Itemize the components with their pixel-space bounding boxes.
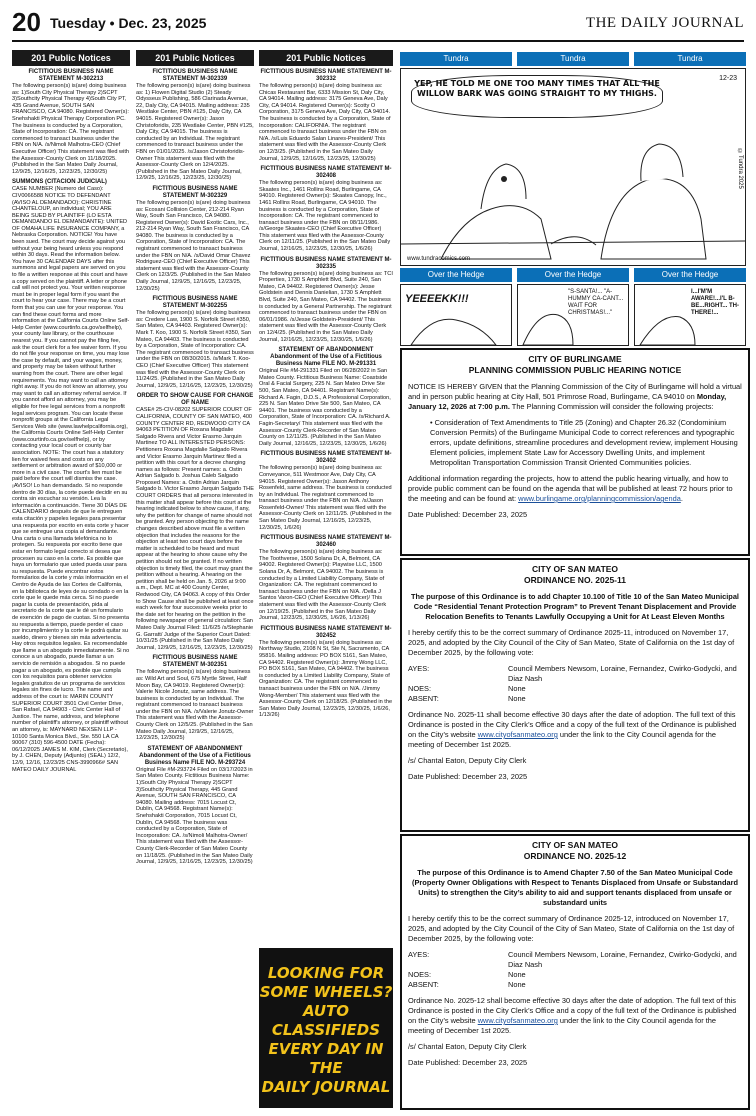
- hedge-panel-2: [517, 284, 629, 346]
- ordinance-certify: I hereby certify this to be the correct summary of Ordinance 2025-11, introduced on November 17, 2025, and adopted by the City Council of the City of San Mateo, State of California on the 1st day of December 2025, by the following vote:: [408, 628, 735, 657]
- masthead: [12, 6, 744, 42]
- hedge-drawing: [518, 285, 628, 345]
- notice: [259, 451, 393, 531]
- notice: [259, 257, 393, 344]
- notice: [136, 655, 254, 742]
- paper-name: THE DAILY JOURNAL: [585, 15, 744, 31]
- comic-tab: Tundra: [634, 52, 746, 66]
- page-date: Tuesday • Dec. 23, 2025: [50, 15, 207, 31]
- hedge-panel-3: [634, 284, 746, 346]
- ad-line: AUTO CLASSIFIEDS: [271, 1002, 381, 1039]
- notices-column-3: [259, 50, 393, 943]
- notice-title: FICTITIOUS BUSINESS NAME STATEMENT M-302255: [152, 296, 238, 310]
- auto-classifieds-ad: [259, 948, 393, 1108]
- comic-url: www.tundracomics.com: [407, 256, 471, 262]
- notice-title: ORDER TO SHOW CAUSE FOR CHANGE OF NAME: [136, 393, 254, 407]
- vote-table: AYES: Council Members Newsom, Loraine, Fernandez, Cwirko-Godycki, and Diaz Nash NOES: None ABSENT: None: [408, 950, 737, 989]
- project-bullet: • Consideration of Text Amendments to Title 25 (Zoning) and Chapter 26.32 (Condominium Conversion Permits) of the Burlingame Municipal Code to correct references and typographic errors, update definitions, streamline procedures and development review, implement Housing Element policies, implement State Law for Accessory Dwelling Units, and implement Metropolitan Transportation Commission Transit Oriented Communities policies.: [430, 418, 738, 467]
- notice-title: FICTITIOUS BUSINESS NAME STATEMENT M-302213: [28, 69, 114, 82]
- comic-tab: Over the Hedge: [634, 268, 746, 282]
- panel-text: I...I'M'M AWARE!...I'L B-BE...RIGHT... TH-THERE!...: [691, 289, 739, 316]
- vote-table: AYES: Council Members Newsom, Loraine, Fernandez, Cwirko-Godycki, and Diaz Nash NOES: None ABSENT: None: [408, 664, 737, 703]
- ad-line: DAILY JOURNAL: [261, 1078, 391, 1096]
- comic-tab: Over the Hedge: [400, 268, 512, 282]
- page-number: 20: [12, 7, 41, 37]
- notice: [136, 186, 254, 292]
- notice-title: SUMMONS (CITACION JUDICIAL): [12, 179, 107, 186]
- notice-title: CITY OF BURLINGAME: [528, 354, 622, 364]
- notice-body: The following person(s) is(are) doing business as: Northway Studio, 2108 N St, Ste N, Sacramento, CA 95816. Mailing address: PO BOX 5161, San Mateo, CA 94402. Registered Owner(s): Jimmy Wong LLC, PO BOX 5161, San Mateo, CA 94402. The business is conducted by a Limited Liability Company, State of Organization: CA. The registrant commenced to transact business under the FBN on N/A. /Jimmy Wong-Member/ This statement was filed with the Assessor-County Clerk on 12/18/25. (Published in the San Mateo Daily Journal, 12/23/25, 12/30/25, 1/6/26, 1/13/26): [259, 639, 393, 719]
- section-header: 201 Public Notices: [136, 50, 254, 66]
- notice-title: STATEMENT OF ABANDONMENT Abandonment of the Use of a Fictitious Business Name FILE NO. M-293724: [139, 745, 251, 766]
- comic-tab: Tundra: [517, 52, 629, 66]
- ad-line: LOOKING FOR: [267, 964, 385, 982]
- comic-credit: ©Tundra 2025: [737, 149, 743, 189]
- notice-additional: Additional information regarding the projects, how to attend the public hearing virtually, and how to provide public comment can be found on the agenda that will be published at least 72 hours prior to the meeting and can be found at: www.burlingame.org/planningcommission/agenda.: [408, 474, 733, 503]
- notice-title: FICTITIOUS BUSINESS NAME STATEMENT M-302408: [260, 166, 392, 180]
- notice-title: FICTITIOUS BUSINESS NAME STATEMENT M-302329: [152, 185, 238, 199]
- notice: [259, 535, 393, 622]
- notice-body: The following person(s) is(are) doing business as: TCI Properties, 1730 S Amphlett Blvd, Suite 240, San Mateo, CA 94402. Registered Owner(s): Jesse Goldstein and Dennis Danielian, 1730 S Amphlett Blvd, Suite 240, San Mateo, CA 94402. The business is conducted by a General Partnership. The registrant commenced to transact business under the FBN on 06/01/1986. /s/Jesse Goldstein-President/ This statement was filed with the Assessor-County Clerk on 12/4/25. (Published in the San Mateo Daily Journal, 12/16/25, 12/23/25, 12/30/25, 1/6/26): [259, 270, 393, 343]
- notice-title: CITY OF SAN MATEO: [531, 840, 619, 850]
- notice: [136, 296, 254, 389]
- notices-column-1: [12, 50, 130, 1110]
- notice-title: FICTITIOUS BUSINESS NAME STATEMENT M-302332: [260, 69, 392, 82]
- hedge-drawing: [635, 285, 745, 345]
- ad-line: SOME WHEELS?: [259, 983, 393, 1001]
- notice-body: The following person(s) is(are) doing business as: Credere Law, 1900 S. Norfolk Street #350, San Mateo, CA 94403. Registered Owner(s): Mark T. Koo, 1900 S. Norfolk Street #350, San Mateo, CA 94403. The business is conducted by a Corporation, State of Incorporation: CA. The registrant commenced to transact business under the FBN on 08/30/2015. /s/Mark T. Koo-CEO (Chief Executive Officer) This statement was filed with the Assessor-County Clerk on 11/24/25. (Published in the San Mateo Daily Journal, 12/9/25, 12/16/25, 12/23/25, 12/30/25): [136, 310, 254, 389]
- notice: [12, 69, 130, 175]
- section-header: 201 Public Notices: [259, 50, 393, 66]
- date-published: Date Published: December 23, 2025: [408, 772, 528, 781]
- notice-body: The following person(s) is(are) doing business as: 1) Flowen Digital Studio (2) Steady Odysseus Publishing, 586 Clarinada Avenue, 22, Daly City, CA 94015. Mailing address: 235 Westlake Center, PBN #125, Daly City, CA 94015. Registered Owner(s): Jason Christoforidis, 235 Westlake Center, PBN #125, Daly City, CA 94015. The business is conducted by an Individual. The registrant commenced to transact business under the FBN on 01/01/2025. /s/Jason Christoforidis-Owner This statement was filed with the Assessor-County Clerk on 12/4/2025. (Published in the San Mateo Daily Journal, 12/9/25, 12/16/25, 12/23/25, 12/30/25): [136, 83, 254, 182]
- notice-subtitle: ORDINANCE NO. 2025-11: [523, 575, 627, 585]
- notice-title: FICTITIOUS BUSINESS NAME STATEMENT M-302452: [260, 625, 392, 639]
- notice-body: Original File #M-291331 Filed on 06/28/2022 in San Mateo County. Fictitious Business Name: Coastside Oral & Facial Surgery, 225 N. San Mateo Drive Ste 500, San Mateo, CA 94401. Registrant Name(s): Richard A. Fagin, D.D.S., A Professional Corporation, 225 N. San Mateo Drive Ste 500, San Mateo, CA 94401. The business was conducted by a Corporation, State of Incorporation: CA. /s/Richard A. Fagin-Secretary/ This statement was filed with the Assessor-County Clerk-Recorder of San Mateo County on 12/11/25. (Published in the San Mateo Daily Journal, 12/16/25, 12/23/25, 12/30/25, 1/6/26): [259, 368, 391, 447]
- notice: [259, 347, 393, 447]
- notice-body: The following person(s) is(are) doing business as: Chicas Restaurant Bar, 6333 Mission St, Daly City, CA 94014. Mailing address: 3175 Geneva Ave, Daly City, CA 94014. Registered Owner(s): Scotty O Corporation, 3175 Geneva Ave, Daly City, CA 94014. The business is conducted by a Corporation, State of Incorporation: CALIFORNIA. The registrant commenced to transact business under the FBN on N/A. /s/Luis Eduardo Salan Linares-President/ This statement was filed with the Assessor-County Clerk on 12/3/25. (Published in the San Mateo Daily Journal, 12/9/25, 12/16/25, 12/23/25, 12/30/25): [259, 83, 391, 162]
- ordinance-effective: Ordinance No. 2025-11 shall become effective 30 days after the date of adoption. The full text of this Ordinance is posted in the City Clerk’s Office and a copy of the full text of the Ordinance is published on the City’s website www.cityofsanmateo.org under the link to the City Council agenda for the meeting of December 1st 2025.: [408, 710, 737, 749]
- notice-title: FICTITIOUS BUSINESS NAME STATEMENT M-302402: [260, 451, 392, 465]
- clerk-signature: /s/ Chantal Eaton, Deputy City Clerk: [408, 756, 527, 765]
- ordinance-purpose: The purpose of this Ordinance is to Amend Chapter 7.50 of the San Mateo Municipal Code (Property Owner Obligations with Respect to Tenants Displaced from Unsafe or Substandard Units) to strengthen the City’s ability to aid and support tenants displaced from unsafe or substandard units: [412, 868, 738, 907]
- agenda-link[interactable]: www.burlingame.org/planningcommission/agenda: [518, 494, 681, 503]
- panel-text: "S-SANTA!... "A-HUMMY CA-CANT... WAIT FOR CHRISTMAS!...": [568, 289, 624, 316]
- hedge-drawing: [401, 285, 511, 345]
- notice-body: The following person(s) is(are) doing business as: 1)South City Physical Therapy 2)SCPT 3)Southcity Physical Therapy 4)South City PT, 435 Grand Avenue, SOUTH SAN FRANCISCO, CA 94080. Registered Owner(s): Snehshakti Physical Therapy Corporation PC. The business is conducted by a Corporation, State of Incorporation: CA. The registrant commenced to transact business under the FBN on N/A. /s/Nimoli Malhotra-CEO (Chief Executive Officer) This statement was filed with the Assessor-County Clerk on 11/18/2025. (Published in the San Mateo Daily Journal, 12/9/25, 12/16/25, 12/23/25, 12/30/25): [12, 83, 129, 175]
- notice-title: FICTITIOUS BUSINESS NAME STATEMENT M-302351: [152, 655, 238, 669]
- section-header: 201 Public Notices: [12, 50, 130, 66]
- comic-tab: Tundra: [400, 52, 512, 66]
- date-published: Date Published: December 23, 2025: [408, 510, 528, 519]
- notice-body: The following person(s) is(are) doing business as: Conveyance, 511 Westmoor Ave, Daly City, CA 94015. Registered Owner(s): Jason Anthony Rosenfeld, same address. The business is conducted by an Individual. The registrant commenced to transact business under the FBN on N/A. /s/Jason Rosenfeld-Owner/ This statement was filed with the Assessor-County Clerk on 12/11/25. (Published in the San Mateo Daily Journal, 12/16/25, 12/23/25, 12/30/25, 1/6/26): [259, 465, 392, 531]
- notice: [136, 69, 254, 182]
- notice-intro: NOTICE IS HEREBY GIVEN that the Planning Commission of the City of Burlingame will hold a virtual and in person public hearing at City Hall, 501 Primrose Road, Burlingame, CA 94010 on Monday, January 12, 2026 at 7:00 p.m. The Planning Commission will consider the following projects:: [408, 382, 742, 411]
- notice: [259, 166, 393, 253]
- hedge-panel-1: [400, 284, 512, 346]
- notice-body: The following person(s) is(are) doing business as: The Toothverse, 1500 Solana Dr, A, Belmont, CA 94002. Registered Owner(s): Playwise LLC, 1500 Solana Dr, A, Belmont, CA 94002. The business is conducted by a Limited Liability Company, State of Organization: CA. The registrant commenced to transact business under the FBN on N/A. /Della J Santos Varon-CEO (Chief Executive Officer)/ This statement was filed with the Assessor-County Clerk on 12/19/25. (Published in the San Mateo Daily Journal, 12/23/25, 12/30/25, 1/6/26, 1/13/26): [259, 549, 387, 622]
- san-mateo-ordinance-2025-11: [400, 558, 750, 832]
- notice: [136, 393, 254, 651]
- notice-body: Original File #M-293724 Filed on 03/17/2023 in San Mateo County. Fictitious Business Name: 1)South City Physical Therapy 2)SCPT 3)Southcity Physical Therapy, 445 Grand Avenue, SOUTH SAN FRANCISCO, CA 94080. Mailing address: 7015 Locust Ct, Dublin, CA 94568. Registrant Name(s): Snehshakti Corporation, 7015 Locust Ct, Dublin, CA 94568. The business was conducted by a Corporation, State of Incorporation: CA. /s/Nimoli Malhotra-Owner/ This statement was filed with the Assessor-County Clerk-Recorder of San Mateo County on 11/18/25. (Published in the San Mateo Daily Journal, 12/9/25, 12/16/25, 12/23/25, 12/30/25): [136, 766, 253, 866]
- tundra-panel: [400, 68, 746, 266]
- notice-body: CASE# 25-CIV-08202 SUPERIOR COURT OF CALIFORNIA, COUNTY OF SAN MATEO, 400 COUNTY CENTER RD, REDWOOD CITY CA 94063 PETITION OF Roxana Magdalie Salgado Rivera and Victor Erasmo Jarquin Martinez TO ALL INTERESTED PERSONS: Petitioners Roxana Magdalie Salgado Rivera and Victor Erasmo Jarquin Martinez filed a petition with this court for a decree changing names as follows: Present names: a. Ostin Adrian Salgado b. Joshua Caleb Salgado Proposed Names: a. Ostin Adrian Jarquin Salgado b. Victor Erasmo Jarquin Salgado THE COURT ORDERS that all persons interested in this matter shall appear before this court at the hearing indicated below to show cause, if any, why the petition for change of name should not be granted. Any person objecting to the name changes described above must file a written objection that includes the reasons for the objection at least two court days before the matter is scheduled to be heard and must appear at the hearing to show cause why the petition should not be granted. If no written objection is timely filed, the court may grant the petition without a hearing. A hearing on the petition shall be held on Jan. 5, 2026 at 9:00 a.m., Dept. MC at 400 County Center, Redwood City, CA 94063. A copy of this Order to Show Cause shall be published at least once each week for four successive weeks prior to the date set for hearing on the petition in the following newspaper of general circulation: San Mateo Daily Journal Filed: 11/6/25 /s/Stephanie G. Garratt/ Judge of the Superior Court Dated: 10/31/25 (Published in the San Mateo Daily Journal, 12/9/25, 12/16/25, 12/23/25, 12/30/25): [136, 407, 254, 651]
- notice-title: STATEMENT OF ABANDONMENT Abandonment of the Use of a Fictitious Business Name FILE NO. M-291331: [270, 347, 382, 368]
- notice-body: The following person(s) is(are) doing business as: Skaates Inc., 1461 Rollins Road, Burlingame, CA 94010. Registered Owner(s): Skaates Canopy, Inc., 1461 Rollins Road, Burlingame, CA 94010. The business is conducted by a Corporation, State of Incorporation: CA. The registrant commenced to transact business under the FBN on 08/11/1986. /s/George Skaates-CEO (Chief Executive Officer) This statement was filed with the Assessor-County Clerk on 12/11/25. (Published in the San Mateo Daily Journal, 12/16/25, 12/23/25, 12/30/25, 1/6/26): [259, 180, 391, 253]
- notices-column-2: [136, 50, 254, 1110]
- san-mateo-ordinance-2025-12: [400, 834, 750, 1110]
- panel-text: YEEEEKK!!!: [405, 293, 469, 305]
- ad-line: EVERY DAY IN THE: [268, 1040, 384, 1077]
- notice-title: FICTITIOUS BUSINESS NAME STATEMENT M-302460: [260, 535, 392, 549]
- notice-subtitle: PLANNING COMMISSION PUBLIC HEARING NOTICE: [468, 365, 682, 375]
- notice-title: CITY OF SAN MATEO: [531, 564, 619, 574]
- notice-body: The following person(s) is(are) doing business as: Wild Art and Soul, 675 Myrtle Street, Half Moon Bay, CA 94019. Registered Owner(s): Valerie Nicole Jonutz, same address. The business is conducted by an Individual. The registrant commenced to transact business under the FBN on N/A. /s/Valerie Jonutz-Owner This statement was filed with the Assessor-County Clerk on 12/5/25. (Published in the San Mateo Daily Journal, 12/9/25, 12/16/25, 12/23/25, 12/30/25): [136, 669, 254, 742]
- burlingame-notice: [400, 348, 750, 556]
- city-website-link[interactable]: www.cityofsanmateo.org: [477, 730, 558, 739]
- notice-subtitle: ORDINANCE NO. 2025-12: [523, 851, 627, 861]
- notice-body: CASE NUMBER (Numero del Caso): CIV0066588 NOTICE TO DEFENDANT (AVISO AL DEMANDADO): CHRISTINE CHANTELOUP, an individual; YOU ARE BEING SUED BY PLAINTIFF (LO ESTA DEMANDANDO EL DEMANDANTE): UNITED OF OMAHA LIFE INSURANCE COMPANY, a Nebraska Corporation. NOTICE! You have been sued. The court may decide against you without your being heard unless you respond within 30 days. Read the information below. You have 30 CALENDAR DAYS after this summons and legal papers are served on you to file a written response at this court and have a copy served on the plaintiff. A letter or phone call will not protect you. Your written response must be in proper legal form if you want the court to hear your case. There may be a court form that you can use for your response. You can find these court forms and more information at the California Courts Online Self-Help Center (www.courtinfo.ca.gov/selfhelp), your county law library, or the courthouse nearest you. If you cannot pay the filing fee, ask the court clerk for a fee waiver form. If you do not file your response on time, you may lose the case by default, and your wages, money, and property may be taken without further warning from the court. There are other legal requirements. You may want to call an attorney right away. If you do not know an attorney, you may want to call an attorney referral service. If you cannot afford an attorney, you may be eligible for free legal services from a nonprofit legal services program. You can locate these nonprofit groups at the California Legal Services Web site (www.lawhelpcalifornia.org), the California Courts Online Self-Help Center (www.courtinfo.ca.gov/selfhelp), or by contacting your local court or county bar association. NOTE: The court has a statutory lien for waived fees and costs on any settlement or arbitration award of $10,000 or more in a civil case. The court's lien must be paid before the court will dismiss the case. ¡AVISO! Lo han demandado. Si no responde dentro de 30 días, la corte puede decidir en su contra sin escuchar su versión. Lea la información a continuación. Tiene 30 DÍAS DE CALENDARIO después de que le entreguen esta citación y papeles legales para presentar una respuesta por escrito en esta corte y hacer que se entregue una copia al demandante. Una carta o una llamada telefónica no lo protegen. Su respuesta por escrito tiene que estar en formato legal correcto si desea que procesen su caso en la corte. Es posible que haya un formulario que usted pueda usar para su respuesta. Puede encontrar estos formularios de la corte y más información en el Centro de Ayuda de las Cortes de California, en la biblioteca de leyes de su condado o en la corte que le quede más cerca. Si no puede pagar la cuota de presentación, pida al secretario de la corte que le dé un formulario de exención de pago de cuotas. Si no presenta su respuesta a tiempo, puede perder el caso por incumplimiento y la corte le podrá quitar su sueldo, dinero y bienes sin más advertencia. Hay otros requisitos legales. Es recomendable que llame a un abogado inmediatamente. Si no conoce a un abogado, puede llamar a un servicio de remisión a abogados. Si no puede pagar a un abogado, es posible que cumpla con los requisitos para obtener servicios legales gratuitos de un programa de servicios legales sin fines de lucro. The name and address of the court is: MARIN COUNTY SUPERIOR COURT 3501 Civil Center Drive, San Rafael, CA 94903 - Civic Center Hall of Justice. The name, address, and telephone number of plaintiff's attorney, or plaintiff without an attorney, is: MAYNARD NEXSEN LLP - 10100 Santa Monica Blvd., Ste. 550 LA CA 90067 (310) 596-4500 DATE (Fecha): 06/12/2025 JAMES M. KIM, Clerk (Secretario), by J. CHEN, Deputy (Adjunto) (SEAL) 12/2, 12/9, 12/16, 12/23/25 CNS-3990966# SAN MATEO DAILY JOURNAL: [12, 186, 130, 773]
- comic-date: 12-23: [719, 75, 737, 82]
- ordinance-effective: Ordinance No. 2025-12 shall become effective 30 days after the date of adoption. The full text of this Ordinance is posted in the City Clerk’s Office and a copy of the full text of the Ordinance is published on the City’s website www.cityofsanmateo.org under the link to the City Council agenda for the meeting of December 1st 2025.: [408, 996, 737, 1035]
- clerk-signature: /s/ Chantal Eaton, Deputy City Clerk: [408, 1042, 527, 1051]
- tundra-drawing: [401, 69, 745, 265]
- ordinance-certify: I hereby certify this to be the correct summary of Ordinance 2025-12, introduced on November 17, 2025, and adopted by the City Council of the City of San Mateo, State of California on the 1st day of December 2025, by the following vote:: [408, 914, 735, 943]
- notice: [259, 626, 393, 719]
- speech-bubble: YEP, HE TOLD ME ONE TOO MANY TIMES THAT ALL THE WILLOW BARK WAS GOING STRAIGHT TO MY THIGHS.: [411, 75, 663, 118]
- city-website-link[interactable]: www.cityofsanmateo.org: [477, 1016, 558, 1025]
- ordinance-purpose: The purpose of this Ordinance is to add Chapter 10.100 of Title 10 of the San Mateo Municipal Code “Residential Tenant Protection Program” to Prevent Tenant Displacement and Provide Relocation Benefits to Tenants Lawfully Occupying a Unit for At Least Eleven Months: [411, 592, 739, 621]
- notice: [259, 69, 393, 162]
- comic-tab: Over the Hedge: [517, 268, 629, 282]
- notice: [136, 746, 254, 866]
- notice-title: FICTITIOUS BUSINESS NAME STATEMENT M-302339: [152, 69, 238, 82]
- date-published: Date Published: December 23, 2025: [408, 1058, 528, 1067]
- notice: [12, 179, 130, 773]
- notice-body: The following person(s) is(are) doing business as: Ecosani Collision Center, 212-214 Ryan Way, South San Francisco, CA 94080. Registered Owner(s): David Exotic Cars, Inc., 212-214 Ryan Way, South San Francisco, CA 94080. The business is conducted by a Corporation, State of Incorporation: CA. The registrant commenced to transact business under the FBN on N/A. /s/David Omar Chavez Rodriguez-CEO (Chief Executive Officer) This statement was filed with the Assessor-County Clerk on 12/3/25. (Published in the San Mateo Daily Journal, 12/9/25, 12/16/25, 12/23/25, 12/30/25): [136, 199, 251, 292]
- notice-title: FICTITIOUS BUSINESS NAME STATEMENT M-302335: [260, 256, 392, 270]
